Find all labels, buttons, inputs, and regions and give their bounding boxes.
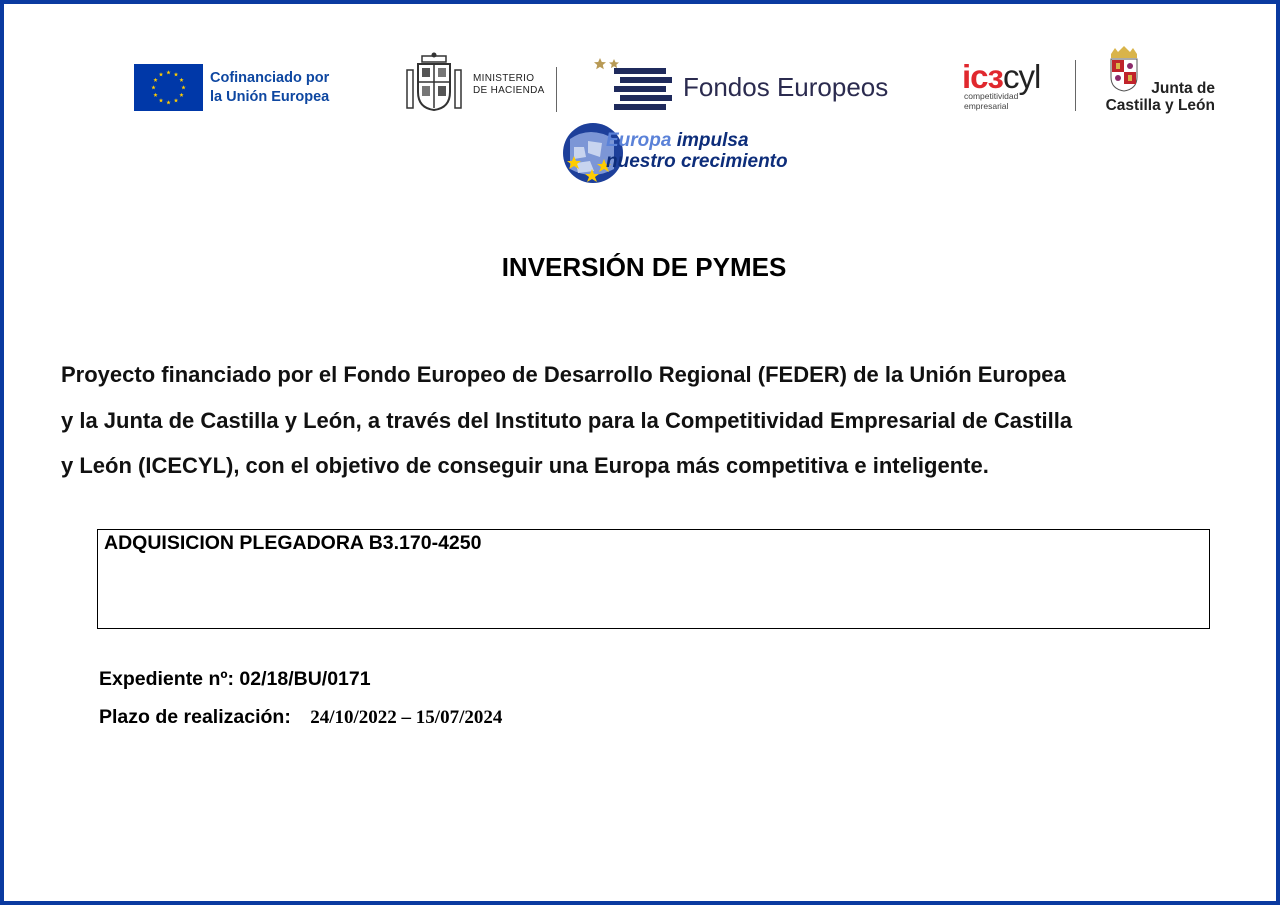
plazo-value: 24/10/2022 – 15/07/2024 [310,707,503,728]
impulsa-word: impulsa [676,130,749,151]
junta-line2: Castilla y León [1105,97,1215,114]
ministerio-text [473,73,545,97]
paragraph-line3: y León (ICECYL), con el objetivo de conseguir una Europa más competitiva e inteligente. [61,453,989,478]
eu-cofinanciado-text [210,69,329,107]
plazo-label: Plazo de realización: [99,706,291,728]
icecyl-sub-line1: competitividad [964,91,1019,101]
expediente-line [99,668,371,691]
ministerio-line2: DE HACIENDA [473,85,545,96]
europa-line2: nuestro crecimiento [606,151,788,172]
ministerio-line1: MINISTERIO [473,73,535,84]
logo-divider [556,67,557,112]
eu-flag-icon [134,64,203,111]
fondos-europeos-icon [594,58,674,114]
paragraph-line1: Proyecto financiado por el Fondo Europeo de Desarrollo Regional (FEDER) de la Unión Europea [61,362,1066,387]
eu-text-line1: Cofinanciado por [210,70,330,86]
icecyl-subtitle [964,92,1018,111]
paragraph-line2: y la Junta de Castilla y León, a través del Instituto para la Competitividad Empresarial de Castilla [61,407,1073,433]
coat-of-arms-icon [404,52,464,114]
logo-divider-2 [1075,60,1076,111]
europa-impulsa-text [606,130,788,172]
expediente-value: 02/18/BU/0171 [239,668,371,690]
junta-text [1100,80,1215,114]
europa-word: Europa [606,130,672,151]
eu-text-line2: la Unión Europea [210,89,330,105]
fondos-europeos-text: Fondos Europeos [683,72,889,102]
icecyl-sub-line2: empresarial [964,100,1009,111]
expediente-label: Expediente nº: [99,668,234,690]
funding-paragraph [61,352,1236,489]
junta-line1: Junta de [1151,80,1215,97]
page-title: INVERSIÓN DE PYMES [501,252,787,282]
icecyl-logo: icɜcyl [962,58,1041,95]
project-description: ADQUISICION PLEGADORA B3.170-4250 [104,532,482,554]
plazo-line [99,706,502,729]
